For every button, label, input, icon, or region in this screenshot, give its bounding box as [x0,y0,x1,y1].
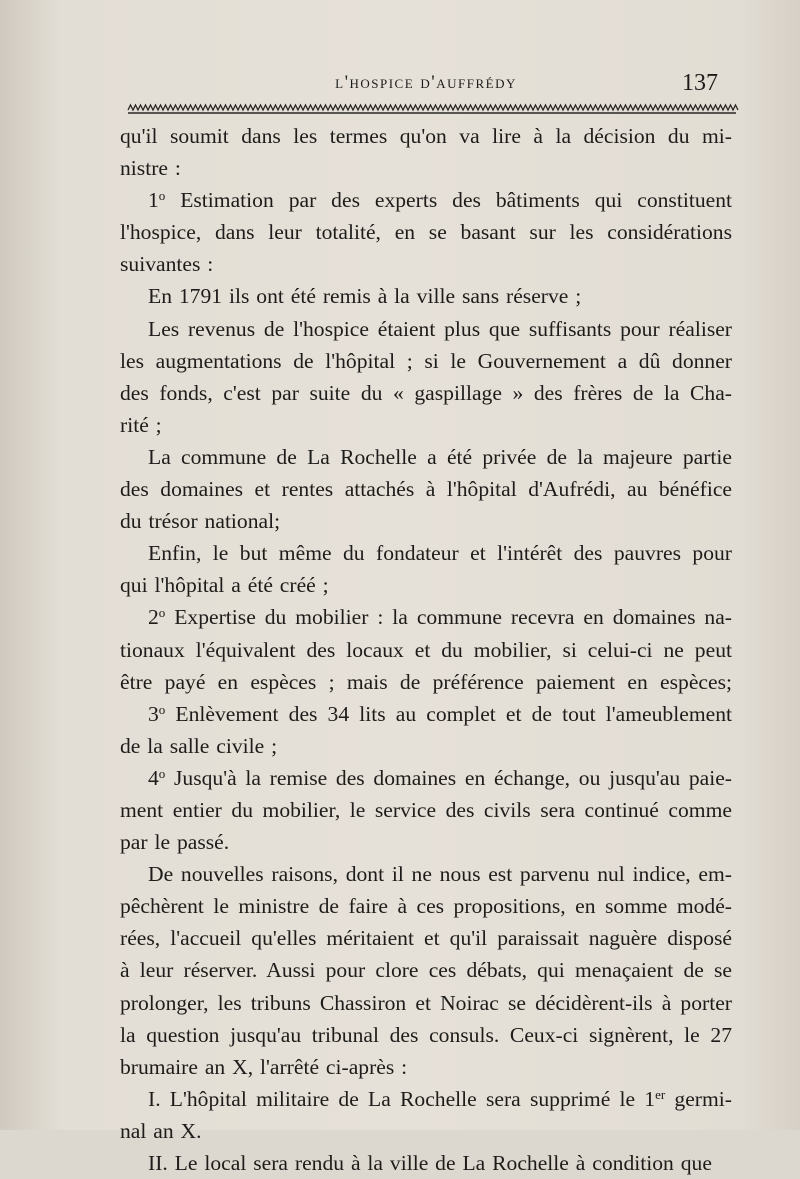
text-line: être payé en espèces ; mais de préférence paiement en espèces; [120,669,732,694]
text-line: prolonger, les tribuns Chassiron et Noirac se décidèrent-ils à porter [120,990,732,1015]
text-line: des fonds, c'est par suite du « gaspillage » des frères de la Cha- [120,380,732,405]
text-line: tionaux l'équivalent des locaux et du mobilier, si celui-ci ne peut [120,637,732,662]
text-line: Les revenus de l'hospice étaient plus que suffisants pour réaliser [148,316,732,341]
text-line: des domaines et rentes attachés à l'hôpital d'Aufrédi, au bénéfice [120,477,732,502]
text-line: nal an X. [120,1118,202,1143]
text-line: qu'il soumit dans les termes qu'on va lire à la décision du mi- [120,124,732,148]
text-line: De nouvelles raisons, dont il ne nous est parvenu nul indice, em- [148,862,732,887]
text-line: En 1791 ils ont été remis à la ville sans réserve ; [148,284,582,309]
text-line: par le passé. [120,830,230,855]
text-line: nistre : [120,156,181,181]
text-line: I. L'hôpital militaire de La Rochelle sera supprimé le 1er germi- [148,1086,732,1111]
text-line: brumaire an X, l'arrêté ci-après : [120,1054,408,1079]
text-line: 4$^o$ Jusqu'à la remise des domaines en échange, ou jusqu'au paie- [148,765,732,790]
running-title: l'hospice d'auffrédy [335,72,517,93]
text-line: les augmentations de l'hôpital ; si le Gouvernement a dû donner [120,348,732,373]
text-line: pêchèrent le ministre de faire à ces propositions, en somme modé- [120,894,732,919]
page-number: 137 [682,70,718,96]
text-line: du trésor national; [120,509,281,534]
text-line: de la salle civile ; [120,733,278,758]
text-line: ment entier du mobilier, le service des civils sera continué comme [120,797,732,822]
text-line: l'hospice, dans leur totalité, en se basant sur les considérations [120,220,732,245]
text-line: rité ; [120,412,162,437]
page-header [128,72,724,98]
text-line: II. Le local sera rendu à la ville de La Rochelle à condition que [148,1151,712,1175]
body-text [120,120,732,1179]
text-line: 3$^o$ Enlèvement des 34 lits au complet et de tout l'ameublement [148,701,732,726]
text-line: 1$^o$ Estimation par des experts des bâtiments qui constituent [148,188,732,213]
text-line: Enfin, le but même du fondateur et l'intérêt des pauvres pour [148,541,732,566]
text-line: suivantes : [120,252,214,277]
decorative-rule [128,103,736,115]
text-line: qui l'hôpital a été créé ; [120,573,329,598]
text-line: rées, l'accueil qu'elles méritaient et qu'il paraissait naguère disposé [120,926,732,951]
text-line: à leur réserver. Aussi pour clore ces débats, qui menaçaient de se [120,958,732,983]
text-line: La commune de La Rochelle a été privée de la majeure partie [148,444,732,469]
text-line: 2$^o$ Expertise du mobilier : la commune recevra en domaines na- [148,605,732,630]
text-line: la question jusqu'au tribunal des consuls. Ceux-ci signèrent, le 27 [120,1022,732,1047]
